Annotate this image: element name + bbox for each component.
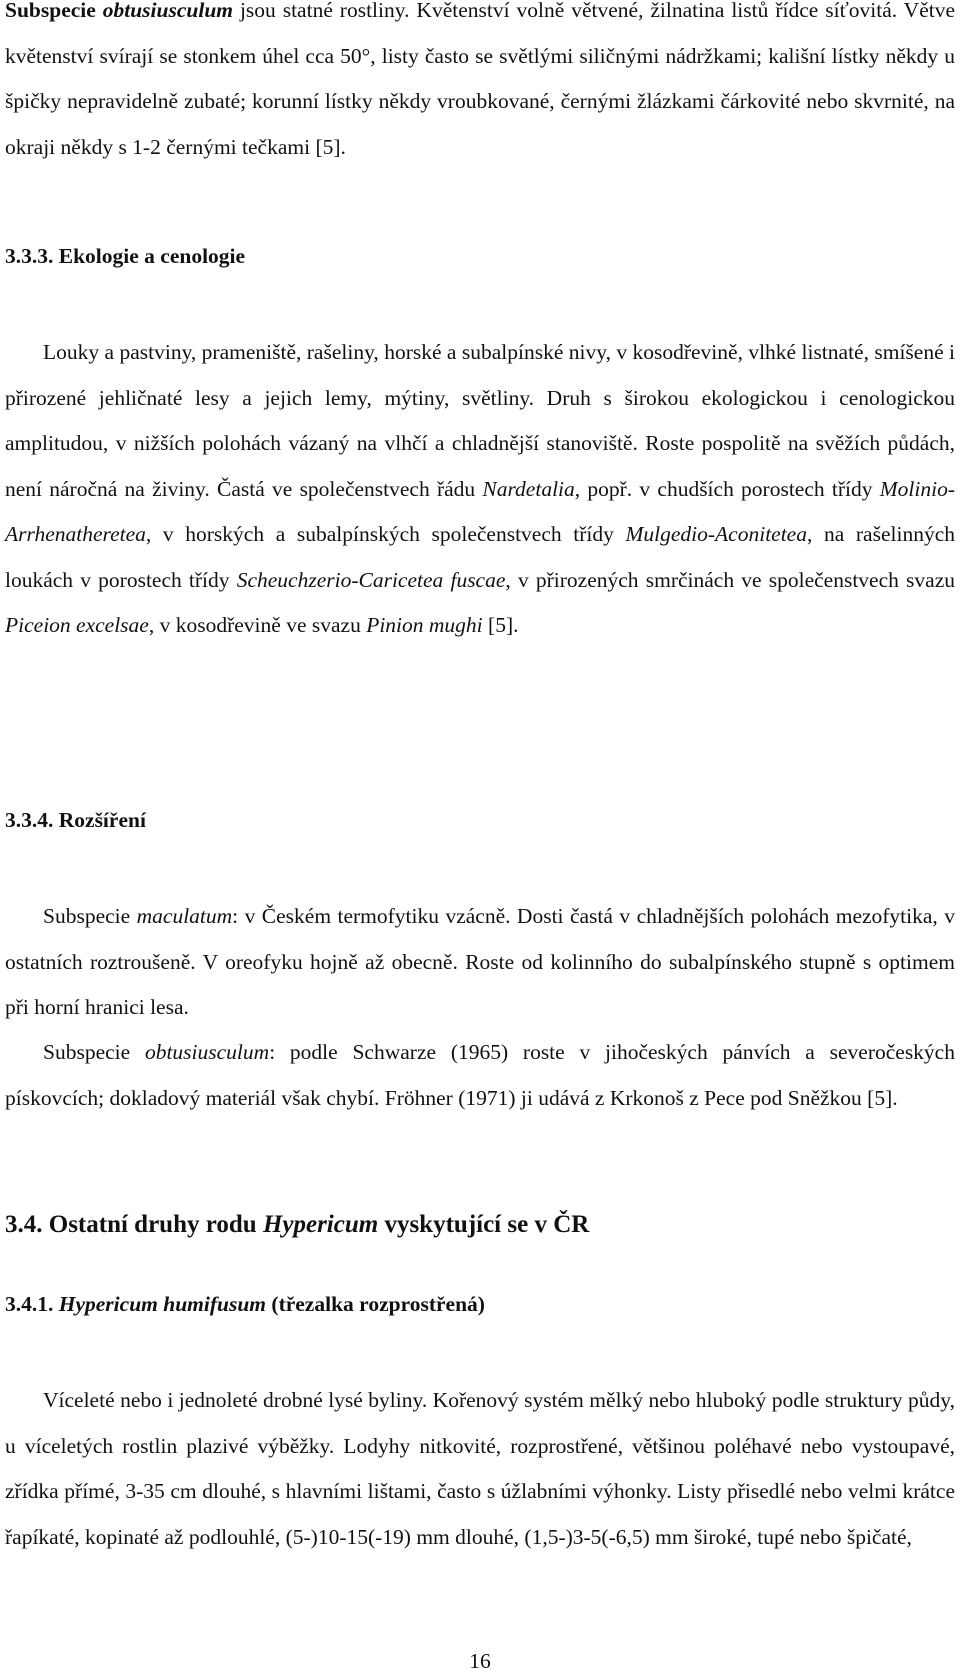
heading-text: 3.4.1. [5, 1292, 59, 1316]
taxon-name: Mulgedio-Aconitetea [625, 522, 807, 546]
text-run: Subspecie [43, 904, 137, 928]
section-heading-rozsireni: 3.3.4. Rozšíření [5, 808, 146, 832]
chapter-heading-ostatni-druhy [5, 1208, 589, 1242]
paragraph-maculatum-distribution [5, 894, 955, 1031]
text-run: , na rašelinných loukách v porostech třídy [5, 522, 955, 592]
text-run: , v kosodřevině ve svazu [148, 613, 367, 637]
taxon-name: Pinion mughi [366, 613, 483, 637]
section-heading-humifusum [5, 1289, 485, 1319]
taxon-name: Scheuchzerio-Caricetea fuscae [236, 567, 506, 592]
text-run: jsou statné rostliny. Květenství volně větvené, žilnatina listů řídce síťovitá. Větve květenství svírají se stonkem úhel cca 50°, listy často se světlými siličnými nádržkami; kališní lístky někdy u špičky nepravidelně zubaté; korunní lístky někdy vroubkované, černými žlázkami čárkovité nebo skvrnité, na okraji někdy s 1-2 černými tečkami [5]. [5, 0, 955, 159]
text-run: , v přirozených smrčinách ve společenstvech svazu [505, 567, 955, 592]
taxon-name: Hypericum [262, 1211, 379, 1238]
paragraph-humifusum-description: Víceleté nebo i jednoleté drobné lysé byliny. Kořenový systém mělký nebo hluboký podle struktury půdy, u víceletých rostlin plazivé výběžky. Lodyhy nitkovité, rozprostřené, většinou poléhavé nebo vystoupavé, zřídka přímé, 3-35 cm dlouhé, s hlavními lištami, často s úžlabními výhonky. Listy přisedlé nebo velmi krátce řapíkaté, kopinaté až podlouhlé, (5-)10-15(-19) mm dlouhé, (1,5-)3-5(-6,5) mm široké, tupé nebo špičaté, [5, 1388, 955, 1549]
taxon-name: Hypericum humifusum [58, 1292, 267, 1316]
taxon-name: obtusiusculum [102, 0, 233, 22]
paragraph-obtusiusculum-distribution [5, 1030, 955, 1121]
text-run: : podle Schwarze (1965) roste v jihočeských pánvích a severočeských pískovcích; dokladový materiál však chybí. Fröhner (1971) ji udává z Krkonoš z Pece pod Sněžkou [5]. [5, 1040, 955, 1110]
text-run: , v horských a subalpínských společenstvech třídy [145, 522, 626, 546]
text-run: : v Českém termofytiku vzácně. Dosti častá v chladnějších polohách mezofytika, v ostatních roztroušeně. V oreofyku hojně až obecně. Roste od kolinního do subalpínského stupně s optimem při horní hranici lesa. [5, 904, 955, 1019]
paragraph-ekologie [5, 330, 955, 649]
taxon-name: obtusiusculum [144, 1040, 270, 1064]
taxon-name: maculatum [136, 904, 233, 928]
heading-text: 3.4. Ostatní druhy rodu [5, 1211, 263, 1238]
text-run: Subspecie [43, 1040, 145, 1064]
paragraph-obtusiusculum-description [5, 0, 955, 170]
taxon-name: Molinio-Arrhenatheretea [5, 476, 955, 546]
section-heading-ekologie: 3.3.3. Ekologie a cenologie [5, 244, 246, 268]
taxon-name: Piceion excelsae [5, 613, 149, 637]
text-run: Louky a pastviny, prameniště, rašeliny, horské a subalpínské nivy, v kosodřevině, vlhké listnaté, smíšené i přirozené jehličnaté lesy a jejich lemy, mýtiny, světliny. Druh s širokou ekologickou i cenologickou amplitudou, v nižších polohách vázaný na vlhčí a chladnější stanoviště. Roste pospolitě na svěžích půdách, není náročná na živiny. Častá ve společenstvech řádu [5, 340, 955, 501]
heading-text: vyskytující se v ČR [378, 1211, 590, 1238]
heading-text: (třezalka rozprostřená) [266, 1292, 485, 1316]
page-number: 16 [469, 1649, 491, 1673]
text-run: , popř. v chudších porostech třídy [574, 476, 880, 501]
taxon-name: Nardetalia [482, 476, 575, 501]
text-run: [5]. [482, 613, 519, 637]
text-run: Subspecie [5, 0, 103, 22]
